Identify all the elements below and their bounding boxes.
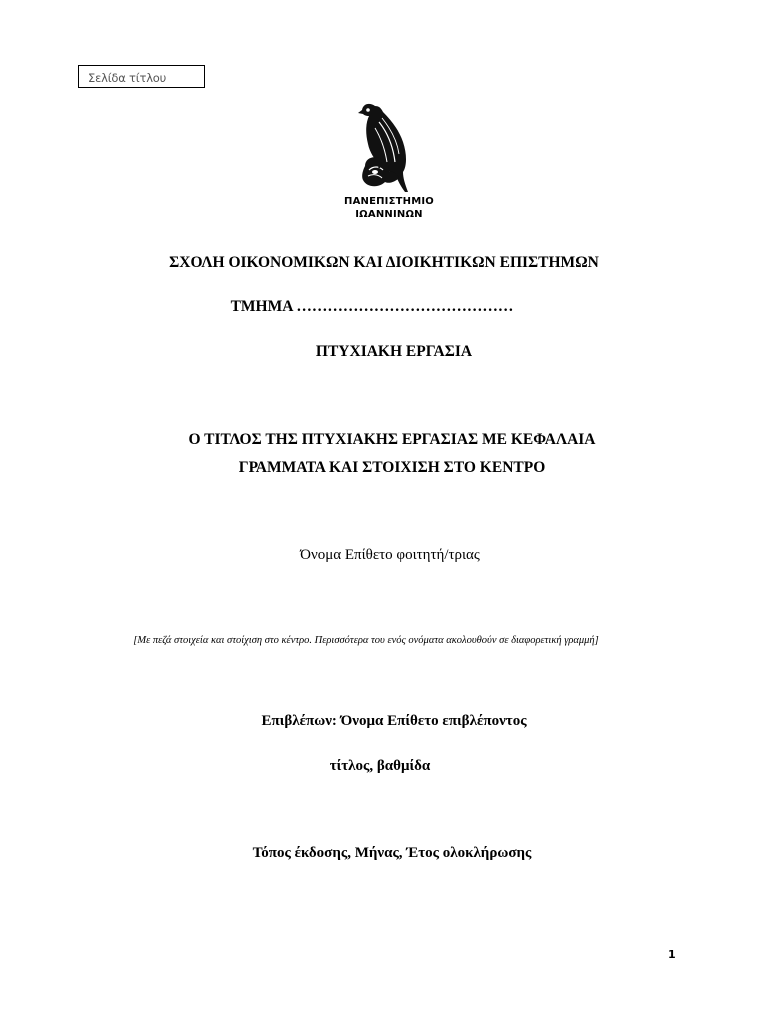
page-label-box bbox=[78, 65, 205, 88]
thesis-title-line-1: Ο ΤΙΤΛΟΣ ΤΗΣ ΠΤΥΧΙΑΚΗΣ ΕΡΓΑΣΙΑΣ ΜΕ ΚΕΦΑΛΑΙΑ bbox=[188, 431, 596, 448]
supervisor-title: τίτλος, βαθμίδα bbox=[329, 758, 431, 774]
school-name: ΣΧΟΛΗ ΟΙΚΟΝΟΜΙΚΩΝ ΚΑΙ ΔΙΟΙΚΗΤΙΚΩΝ ΕΠΙΣΤΗΜΩΝ bbox=[169, 254, 599, 271]
university-logo bbox=[335, 92, 443, 230]
thesis-type: ΠΤΥΧΙΑΚΗ ΕΡΓΑΣΙΑ bbox=[315, 343, 473, 360]
page-number: 1 bbox=[668, 948, 676, 961]
thesis-title-line-2: ΓΡΑΜΜΑΤΑ ΚΑΙ ΣΤΟΙΧΙΣΗ ΣΤΟ ΚΕΝΤΡΟ bbox=[238, 459, 546, 476]
logo-line-2: ΙΩΑΝΝΙΝΩΝ bbox=[355, 209, 423, 220]
department-line: ΤΜΗΜΑ …………………………………… bbox=[230, 298, 514, 315]
page-label: Σελίδα τίτλου bbox=[88, 71, 167, 85]
supervisor-line: Επιβλέπων: Όνομα Επίθετο επιβλέποντος bbox=[261, 713, 527, 729]
owl-on-helmet-emblem-icon bbox=[335, 92, 443, 202]
place-date-line: Τόπος έκδοσης, Μήνας, Έτος ολοκλήρωσης bbox=[252, 845, 532, 861]
student-name: Όνομα Επίθετο φοιτητή/τριας bbox=[300, 547, 480, 563]
formatting-note: [Με πεζά στοιχεία και στοίχιση στο κέντρο. Περισσότερα του ενός ονόματα ακολουθούν σε διαφορετική γραμμή] bbox=[133, 635, 599, 646]
logo-line-1: ΠΑΝΕΠΙΣΤΗΜΙΟ bbox=[344, 196, 434, 207]
